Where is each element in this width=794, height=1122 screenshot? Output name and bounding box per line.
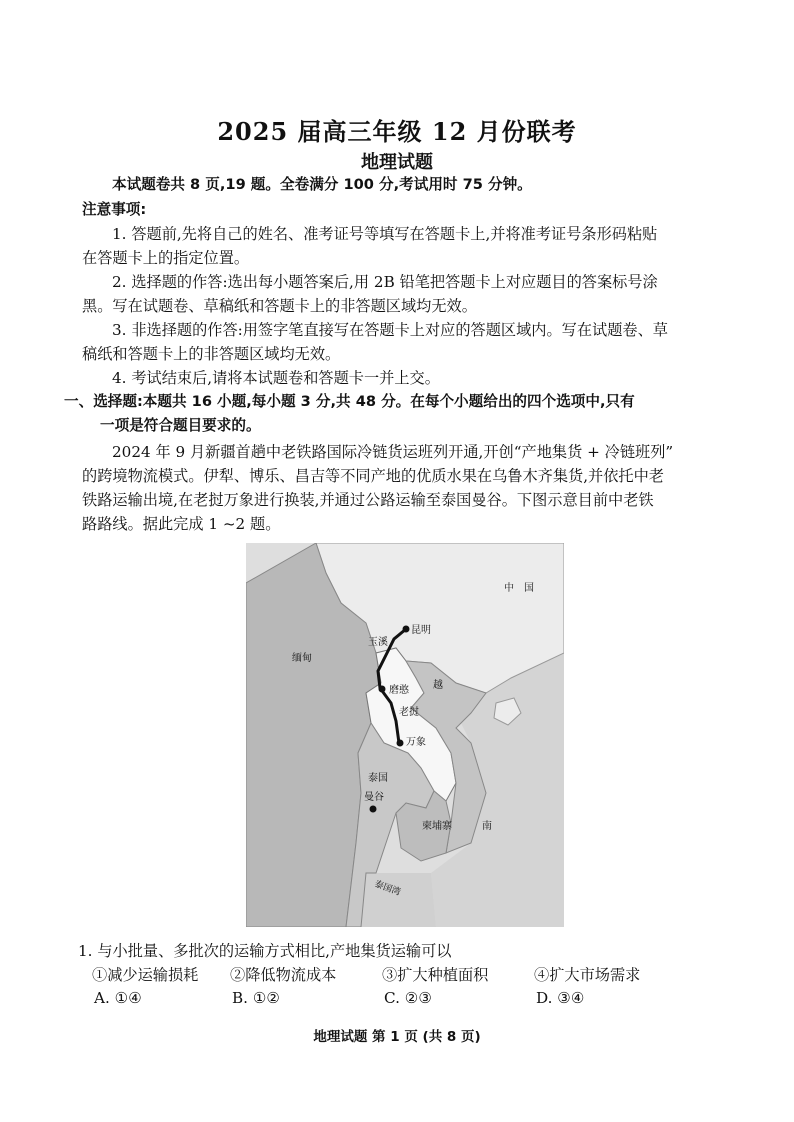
label-vietnam-top: 越 bbox=[433, 680, 443, 691]
choice-d: D. ③④ bbox=[536, 989, 585, 1007]
label-thailand: 泰国 bbox=[368, 773, 388, 784]
label-kunming: 昆明 bbox=[411, 625, 431, 636]
question-stem: 1. 与小批量、多批次的运输方式相比,产地集货运输可以 bbox=[78, 942, 452, 960]
label-gulf-of-thailand: 泰国湾 bbox=[372, 879, 402, 899]
label-cambodia: 柬埔寨 bbox=[422, 821, 452, 832]
label-laos: 老挝 bbox=[399, 707, 419, 718]
map-graphic bbox=[246, 543, 564, 927]
label-yuxi: 玉溪 bbox=[368, 637, 388, 648]
statement-1: ①减少运输损耗 bbox=[92, 966, 199, 984]
exam-subtitle: 地理试题 bbox=[361, 152, 433, 173]
choice-a: A. ①④ bbox=[94, 989, 142, 1007]
label-china: 中 国 bbox=[504, 583, 534, 594]
notice-item: 1. 答题前,先将自己的姓名、准考证号等填写在答题卡上,并将准考证号条形码粘贴 bbox=[112, 225, 658, 243]
passage-line: 铁路运输出境,在老挝万象进行换装,并通过公路运输至泰国曼谷。下图示意目前中老铁 bbox=[82, 491, 654, 509]
choice-b: B. ①② bbox=[232, 989, 281, 1007]
vientiane-marker bbox=[397, 740, 404, 747]
notice-item: 稿纸和答题卡上的非答题区域均无效。 bbox=[82, 345, 341, 363]
china-laos-railway-map bbox=[246, 543, 564, 927]
page-footer: 地理试题 第 1 页 (共 8 页) bbox=[313, 1029, 481, 1045]
notice-item: 3. 非选择题的作答:用签字笔直接写在答题卡上对应的答题区域内。写在试题卷、草 bbox=[112, 321, 668, 339]
notice-item: 在答题卡上的指定位置。 bbox=[82, 249, 250, 267]
choice-c: C. ②③ bbox=[384, 989, 432, 1007]
section-heading: 一、选择题:本题共 16 小题,每小题 3 分,共 48 分。在每个小题给出的四个选项中,只有 bbox=[64, 393, 635, 410]
statement-2: ②降低物流成本 bbox=[230, 966, 337, 984]
label-bangkok: 曼谷 bbox=[364, 792, 384, 803]
bangkok-marker bbox=[370, 806, 377, 813]
statement-4: ④扩大市场需求 bbox=[534, 966, 641, 984]
label-myanmar: 缅甸 bbox=[292, 653, 312, 664]
notice-item: 4. 考试结束后,请将本试题卷和答题卡一并上交。 bbox=[112, 369, 440, 387]
passage-line: 路路线。据此完成 1 ~2 题。 bbox=[82, 515, 281, 533]
notice-item: 2. 选择题的作答:选出每小题答案后,用 2B 铅笔把答题卡上对应题目的答案标号涂 bbox=[112, 273, 658, 291]
passage-line: 2024 年 9 月新疆首趟中老铁路国际冷链货运班列开通,开创“产地集货 + 冷链班列” bbox=[112, 443, 674, 461]
label-vientiane: 万象 bbox=[406, 737, 426, 748]
section-heading-cont: 一项是符合题目要求的。 bbox=[100, 417, 261, 434]
passage-line: 的跨境物流模式。伊犁、博乐、昌吉等不同产地的优质水果在乌鲁木齐集货,并依托中老 bbox=[82, 467, 664, 485]
kunming-marker bbox=[403, 626, 410, 633]
notice-heading: 注意事项: bbox=[82, 201, 147, 218]
statement-3: ③扩大种植面积 bbox=[382, 966, 489, 984]
mohan-marker bbox=[379, 686, 386, 693]
label-mohan: 磨憨 bbox=[389, 685, 409, 696]
label-vietnam-bottom: 南 bbox=[482, 821, 492, 832]
notice-item: 黑。写在试题卷、草稿纸和答题卡上的非答题区域均无效。 bbox=[82, 297, 477, 315]
exam-intro: 本试题卷共 8 页,19 题。全卷满分 100 分,考试用时 75 分钟。 bbox=[112, 176, 532, 193]
exam-title: 2025 届高三年级 12 月份联考 bbox=[217, 117, 577, 146]
